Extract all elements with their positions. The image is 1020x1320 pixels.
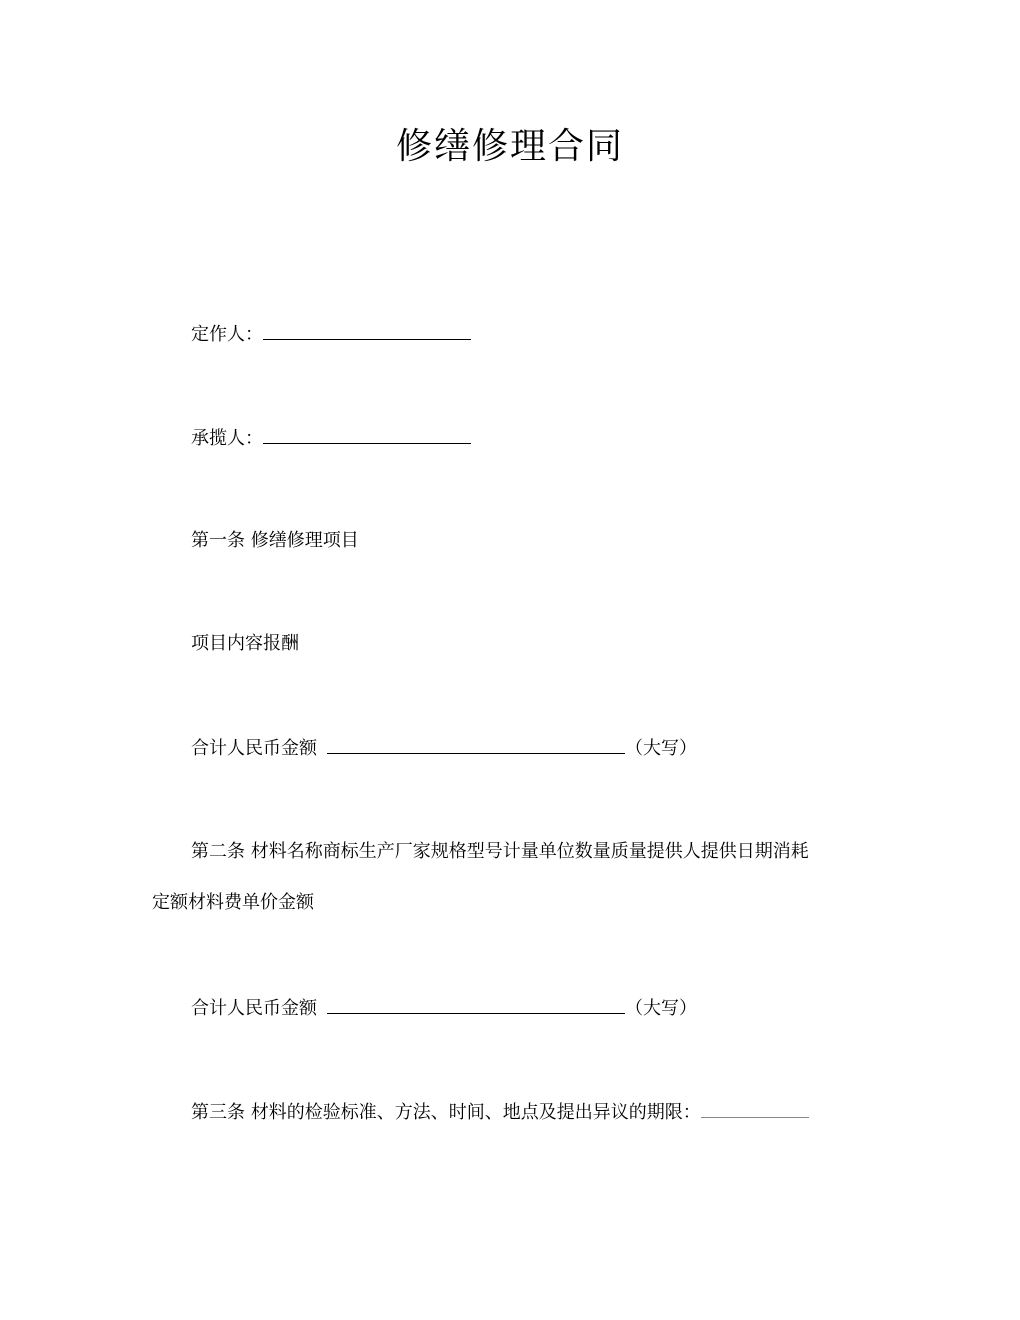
article2-total-line	[191, 995, 697, 1021]
article1-total-blank[interactable]	[327, 735, 625, 754]
article1-total-suffix: （大写）	[625, 738, 697, 759]
owner-label: 定作人：	[191, 324, 263, 345]
article2-heading-line2: 定额材料费单价金额	[152, 892, 314, 913]
article2-heading-line1: 第二条 材料名称商标生产厂家规格型号计量单位数量质量提供人提供日期消耗	[191, 841, 809, 862]
article3-heading: 第三条 材料的检验标准、方法、时间、地点及提出异议的期限：	[191, 1102, 701, 1123]
article3-line	[191, 1099, 809, 1125]
article2-total-blank[interactable]	[327, 995, 625, 1014]
article2-total-label: 合计人民币金额	[191, 998, 317, 1019]
article1-columns: 项目内容报酬	[191, 633, 299, 654]
owner-line	[191, 321, 471, 347]
contractor-blank[interactable]	[263, 425, 471, 444]
article1-heading: 第一条 修缮修理项目	[191, 530, 359, 551]
article2-total-suffix: （大写）	[625, 998, 697, 1019]
article1-total-label: 合计人民币金额	[191, 738, 317, 759]
article3-blank[interactable]	[701, 1099, 809, 1118]
owner-blank[interactable]	[263, 321, 471, 340]
contractor-line	[191, 425, 471, 451]
contractor-label: 承揽人：	[191, 428, 263, 449]
document-title: 修缮修理合同	[395, 126, 624, 167]
article1-total-line	[191, 735, 697, 761]
